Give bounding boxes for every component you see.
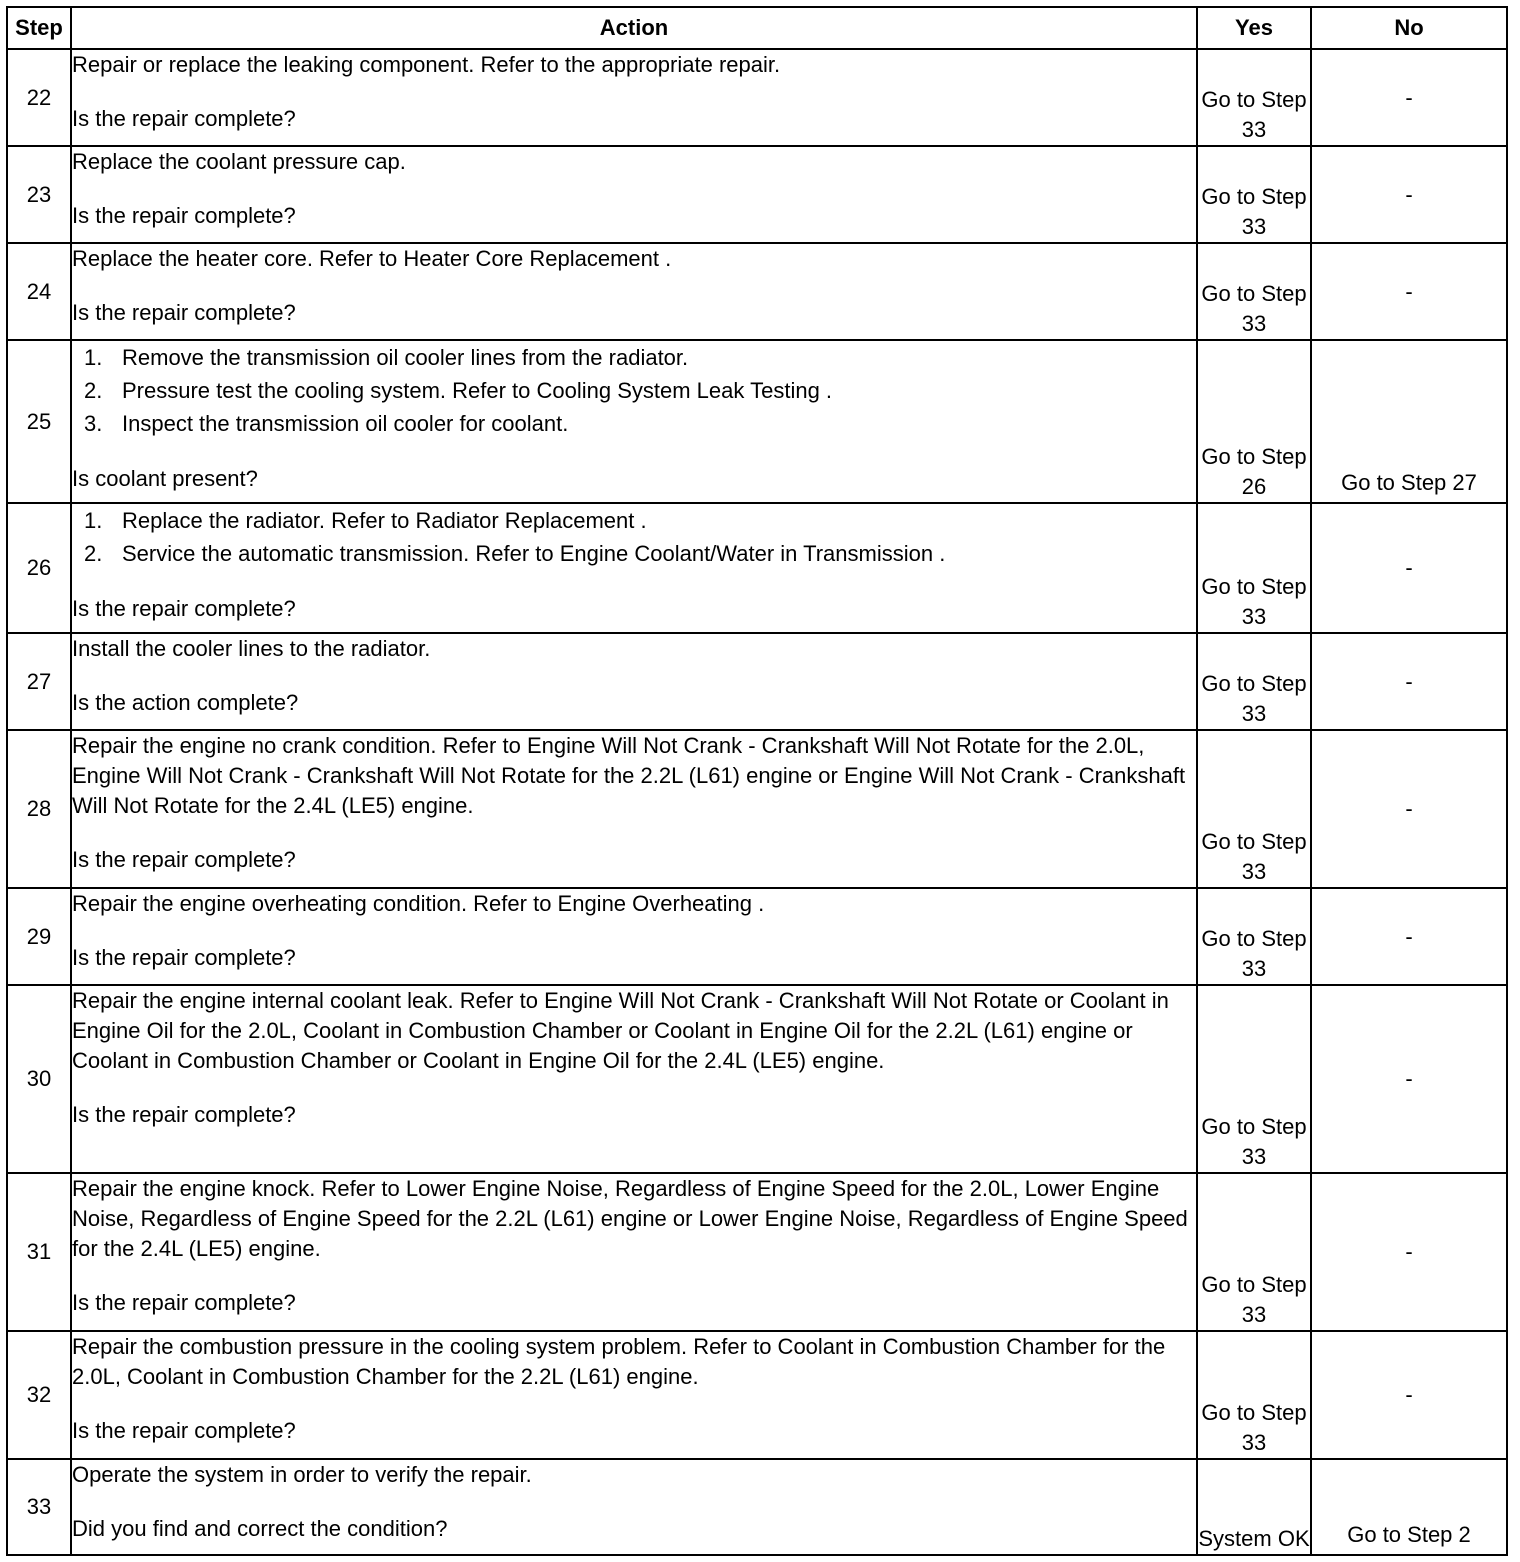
action-text: Replace the heater core. Refer to Heater Core Replacement . xyxy=(72,246,672,271)
table-row xyxy=(7,633,1507,730)
step-number: 29 xyxy=(7,888,71,985)
list-item-number: 1. xyxy=(84,508,103,533)
step-number: 33 xyxy=(7,1459,71,1555)
action-cell xyxy=(71,340,1197,503)
yes-cell: Go to Step 33 xyxy=(1197,633,1311,730)
action-question: Is the repair complete? xyxy=(72,1418,296,1443)
table-row xyxy=(7,243,1507,340)
step-number: 24 xyxy=(7,243,71,340)
list-item-number: 2. xyxy=(84,541,103,566)
step-number: 23 xyxy=(7,146,71,243)
list-item xyxy=(84,341,1196,374)
table-row xyxy=(7,503,1507,633)
list-item-number: 3. xyxy=(84,411,103,436)
table-row xyxy=(7,1173,1507,1331)
step-number: 32 xyxy=(7,1331,71,1459)
no-cell: - xyxy=(1311,985,1507,1173)
no-cell: - xyxy=(1311,730,1507,888)
action-cell xyxy=(71,49,1197,146)
action-text: Operate the system in order to verify the repair. xyxy=(72,1462,532,1487)
no-cell: - xyxy=(1311,633,1507,730)
header-no: No xyxy=(1311,7,1507,49)
action-question: Is the repair complete? xyxy=(72,300,296,325)
list-item-text: Replace the radiator. Refer to Radiator Replacement . xyxy=(122,508,647,533)
diagnostic-table xyxy=(6,6,1508,1556)
yes-cell: Go to Step 26 xyxy=(1197,340,1311,503)
list-item xyxy=(84,504,1196,537)
yes-cell: Go to Step 33 xyxy=(1197,888,1311,985)
step-number: 22 xyxy=(7,49,71,146)
table-row xyxy=(7,146,1507,243)
yes-cell: Go to Step 33 xyxy=(1197,730,1311,888)
no-cell: - xyxy=(1311,1173,1507,1331)
no-cell: - xyxy=(1311,888,1507,985)
header-step: Step xyxy=(7,7,71,49)
list-item-text: Pressure test the cooling system. Refer to Cooling System Leak Testing . xyxy=(122,378,833,403)
action-question: Did you find and correct the condition? xyxy=(72,1516,448,1541)
header-yes: Yes xyxy=(1197,7,1311,49)
table-row xyxy=(7,985,1507,1173)
action-question: Is the repair complete? xyxy=(72,945,296,970)
yes-cell: Go to Step 33 xyxy=(1197,1173,1311,1331)
yes-cell: Go to Step 33 xyxy=(1197,49,1311,146)
action-question: Is the repair complete? xyxy=(72,596,296,621)
action-question: Is the repair complete? xyxy=(72,1102,296,1127)
no-cell: - xyxy=(1311,243,1507,340)
yes-cell: Go to Step 33 xyxy=(1197,146,1311,243)
step-number: 25 xyxy=(7,340,71,503)
yes-cell: Go to Step 33 xyxy=(1197,1331,1311,1459)
action-cell xyxy=(71,985,1197,1173)
action-text: Repair or replace the leaking component. Refer to the appropriate repair. xyxy=(72,52,781,77)
action-list xyxy=(72,341,1196,440)
table-row xyxy=(7,49,1507,146)
list-item-number: 1. xyxy=(84,345,103,370)
header-action: Action xyxy=(71,7,1197,49)
diagnostic-table-page xyxy=(6,6,1506,1556)
no-cell: - xyxy=(1311,1331,1507,1459)
action-question: Is the repair complete? xyxy=(72,106,296,131)
yes-cell: Go to Step 33 xyxy=(1197,503,1311,633)
action-cell xyxy=(71,146,1197,243)
list-item-number: 2. xyxy=(84,378,103,403)
step-number: 26 xyxy=(7,503,71,633)
action-text: Repair the engine internal coolant leak. Refer to Engine Will Not Crank - Crankshaft Will Not Rotate or Coolant in Engine Oil for the 2.0L, Coolant in Combustion Chamber or Coolant in Engine Oil for the 2.2L (L61) engine or Coolant in Combustion Chamber or Coolant in Engine Oil for the 2.4L (LE5) engine. xyxy=(72,988,1169,1073)
action-question: Is the repair complete? xyxy=(72,847,296,872)
yes-cell: System OK xyxy=(1197,1459,1311,1555)
list-item-text: Inspect the transmission oil cooler for coolant. xyxy=(122,411,569,436)
action-cell xyxy=(71,1459,1197,1555)
no-cell: Go to Step 2 xyxy=(1311,1459,1507,1555)
table-row xyxy=(7,730,1507,888)
list-item xyxy=(84,537,1196,570)
action-cell xyxy=(71,888,1197,985)
step-number: 30 xyxy=(7,985,71,1173)
action-cell xyxy=(71,1173,1197,1331)
action-text: Install the cooler lines to the radiator. xyxy=(72,636,431,661)
action-question: Is the repair complete? xyxy=(72,203,296,228)
step-number: 27 xyxy=(7,633,71,730)
action-question: Is the action complete? xyxy=(72,690,299,715)
list-item xyxy=(84,374,1196,407)
action-question: Is the repair complete? xyxy=(72,1290,296,1315)
table-row xyxy=(7,1331,1507,1459)
step-number: 31 xyxy=(7,1173,71,1331)
table-row xyxy=(7,1459,1507,1555)
action-cell xyxy=(71,633,1197,730)
no-cell: - xyxy=(1311,503,1507,633)
action-text: Repair the engine no crank condition. Refer to Engine Will Not Crank - Crankshaft Will Not Rotate for the 2.0L, Engine Will Not Crank - Crankshaft Will Not Rotate for the 2.2L (L61) engine or Engine Will Not Crank - Crankshaft Will Not Rotate for the 2.4L (LE5) engine. xyxy=(72,733,1186,818)
no-cell: - xyxy=(1311,146,1507,243)
table-row xyxy=(7,340,1507,503)
list-item-text: Service the automatic transmission. Refer to Engine Coolant/Water in Transmission . xyxy=(122,541,946,566)
action-cell xyxy=(71,1331,1197,1459)
yes-cell: Go to Step 33 xyxy=(1197,985,1311,1173)
action-text: Repair the combustion pressure in the cooling system problem. Refer to Coolant in Combustion Chamber for the 2.0L, Coolant in Combustion Chamber for the 2.2L (L61) engine. xyxy=(72,1334,1166,1389)
action-list xyxy=(72,504,1196,570)
list-item xyxy=(84,407,1196,440)
action-cell xyxy=(71,730,1197,888)
no-cell: Go to Step 27 xyxy=(1311,340,1507,503)
action-text: Repair the engine knock. Refer to Lower Engine Noise, Regardless of Engine Speed for the 2.0L, Lower Engine Noise, Regardless of Engine Speed for the 2.2L (L61) engine or Lower Engine Noise, Regardless of Engine Speed for the 2.4L (LE5) engine. xyxy=(72,1176,1188,1261)
header-row xyxy=(7,7,1507,49)
action-text: Repair the engine overheating condition. Refer to Engine Overheating . xyxy=(72,891,765,916)
no-cell: - xyxy=(1311,49,1507,146)
action-cell xyxy=(71,243,1197,340)
list-item-text: Remove the transmission oil cooler lines from the radiator. xyxy=(122,345,689,370)
table-row xyxy=(7,888,1507,985)
action-text: Replace the coolant pressure cap. xyxy=(72,149,406,174)
yes-cell: Go to Step 33 xyxy=(1197,243,1311,340)
action-question: Is coolant present? xyxy=(72,466,258,491)
step-number: 28 xyxy=(7,730,71,888)
action-cell xyxy=(71,503,1197,633)
